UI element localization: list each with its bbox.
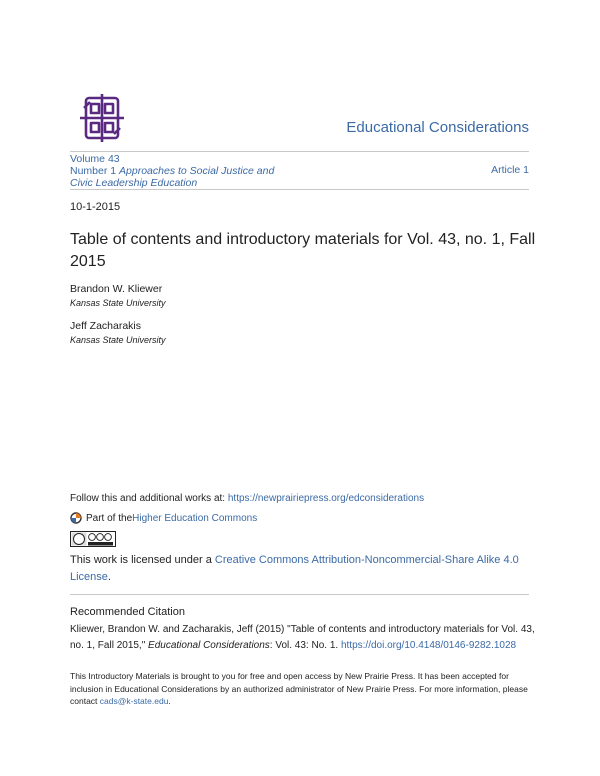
volume-link[interactable]: Volume 43 (70, 153, 120, 165)
recommended-citation (70, 622, 535, 654)
author-affiliation: Kansas State University (70, 335, 166, 345)
issue-info (70, 153, 274, 189)
journal-title[interactable]: Educational Considerations (346, 119, 529, 136)
new-prairie-press-logo-icon[interactable] (74, 90, 130, 146)
number-prefix: Number 1 (70, 165, 117, 177)
author-affiliation: Kansas State University (70, 298, 166, 308)
issue-title-line1: Approaches to Social Justice and (119, 165, 275, 177)
article-title: Table of contents and introductory materials for Vol. 43, no. 1, Fall 2015 (70, 231, 536, 270)
doi-link[interactable]: https://doi.org/10.4148/0146-9282.1028 (340, 640, 517, 651)
number-line[interactable] (70, 165, 274, 177)
cc-by-nc-sa-badge-icon[interactable] (70, 531, 116, 547)
license-statement (70, 552, 540, 586)
access-notice-text: This Introductory Materials is brought to you for free and open access by New Prairie Press. It has been accepted for inclusion in Educational Considerations by an authorized administrator of New Prairie Press. For more information, please contact (70, 671, 528, 706)
license-text: This work is licensed under a (70, 554, 215, 566)
bepress-network-icon (70, 512, 82, 524)
recommended-citation-heading: Recommended Citation (70, 606, 185, 618)
citation-journal: Educational Considerations (148, 640, 270, 651)
citation-text: Kliewer, Brandon W. and Zacharakis, Jeff (2015) "Table of contents and introductory materials for Vol. 43, no. 1, Fall 2015," (70, 624, 535, 651)
contact-email-link[interactable]: cads@k-state.edu (99, 696, 169, 706)
higher-education-commons-link[interactable]: Higher Education Commons (132, 512, 258, 524)
access-notice-end: . (168, 696, 171, 706)
author-block (70, 320, 166, 345)
citation-divider (70, 594, 529, 595)
issue-title-line2[interactable]: Civic Leadership Education (70, 177, 198, 189)
license-link[interactable]: Creative Commons Attribution-Noncommercial-Share Alike 4.0 License (70, 554, 519, 583)
author-block (70, 283, 166, 308)
meta-divider (70, 189, 529, 190)
follow-line (70, 493, 424, 504)
part-of-line (70, 512, 257, 524)
license-end: . (107, 571, 111, 583)
article-number[interactable]: Article 1 (491, 164, 529, 176)
author-name: Jeff Zacharakis (70, 320, 142, 332)
access-notice (70, 670, 535, 708)
publication-date: 10-1-2015 (70, 201, 121, 213)
follow-text: Follow this and additional works at: (70, 493, 228, 504)
part-of-text: Part of the (86, 512, 133, 524)
citation-volume: : Vol. 43: No. 1. (269, 640, 341, 651)
header-divider (70, 151, 529, 152)
follow-link[interactable]: https://newprairiepress.org/edconsiderations (227, 493, 425, 504)
author-name: Brandon W. Kliewer (70, 283, 163, 295)
